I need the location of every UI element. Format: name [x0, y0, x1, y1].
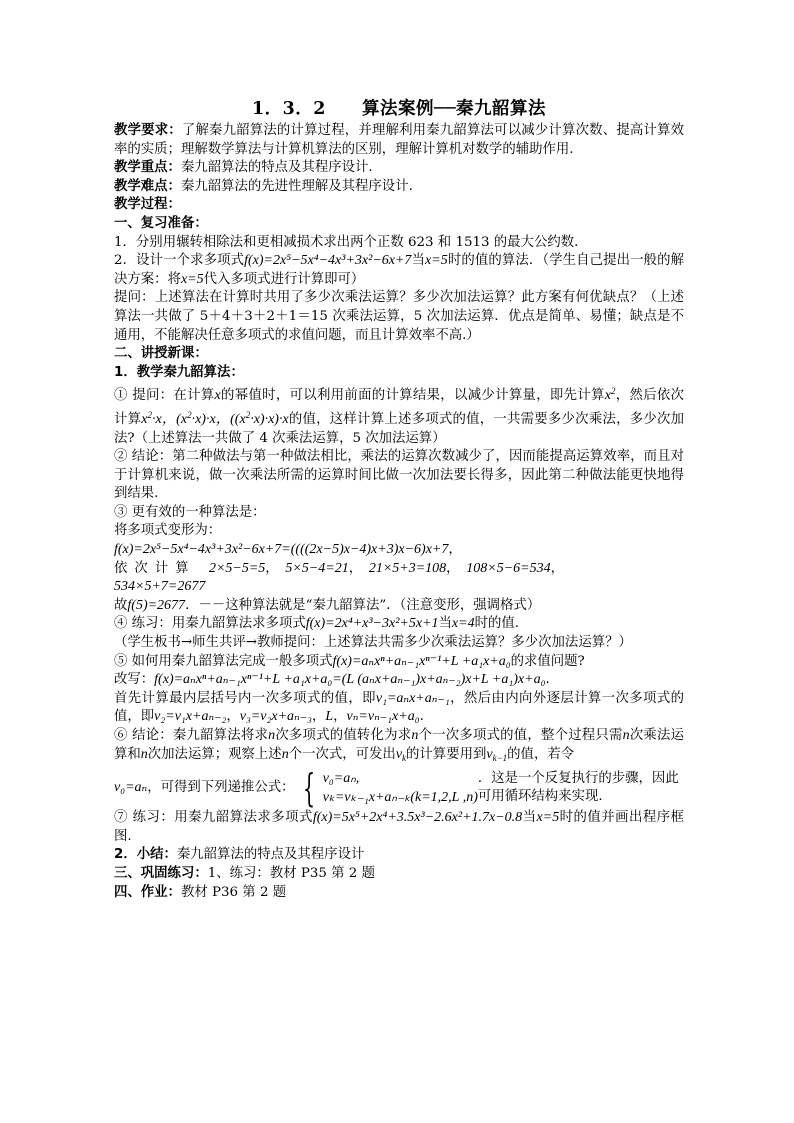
review-item-2 [114, 252, 684, 289]
rewrite-eq: f(x)=aₙxⁿ+aₙ₋₁xⁿ⁻¹+L +a₁x+a₀=(L (aₙx+aₙ₋₁)x+aₙ₋₂)x+L +a₁)x+a₀ [154, 672, 546, 688]
point-3-transform: 将多项式变形为： [114, 523, 222, 539]
vn-eq: vₙ=vₙ₋₁x+a₀ [346, 709, 420, 725]
req-text: 了解秦九韶算法的计算过程，并理解利用秦九韶算法可以减少计算次数、提高计算效率的实质；理解数学算法与计算机算法的区别，理解计算机对数学的辅助作用. [114, 123, 685, 157]
p8a: ④ 练习：用秦九韶算法求多项式 [114, 616, 306, 632]
x-value-2: x=4 [451, 616, 475, 632]
teaching-difficulties [114, 178, 684, 197]
homework-label: 四、作业： [114, 884, 181, 900]
p13a: ⑥ 结论：秦九韶算法将求 [114, 728, 269, 743]
req-label: 教学要求： [114, 123, 182, 138]
p7b: ．－－这种算法就是“秦九韶算法”．（注意变形，强调格式） [185, 597, 541, 613]
key-text: 秦九韶算法的特点及其程序设计. [180, 160, 373, 176]
v1-eq: v₁=aₙx+aₙ₋₁ [375, 690, 450, 706]
p13f: 个一次式，可发出 [288, 746, 396, 762]
subsection-qinjiushao: 1．教学秦九韶算法： [114, 364, 244, 380]
recurrence-line [114, 766, 684, 811]
v3-eq: v₃=v₂x+aₙ₋₃ [239, 709, 312, 725]
point-1 [114, 382, 684, 448]
p15a: ⑦ 练习：用秦九韶算法求多项式 [114, 810, 313, 826]
section-review: 一、复习准备： [114, 215, 208, 231]
horner-eq: f(x)=2x⁵−5x⁴−4x³+3x²−6x+7=((((2x−5)x−4)x+3)x−6)x+7 [114, 542, 449, 558]
p1c: ，然后依次计算 [114, 388, 684, 427]
r2a: 2．设计一个求多项式 [114, 253, 245, 269]
point-6: ⑥ 结论：秦九韶算法将求n次多项式的值转化为求n个一次多项式的值，整个过程只需n次乘法运算和n次加法运算；观察上述n个一次式，可发出$v_k$的计算要用到$v_{k-1}$的值，若令 [114, 728, 685, 763]
p11a: 改写： [114, 672, 155, 688]
p10a: ⑤ 如何用秦九韶算法完成一般多项式 [114, 653, 333, 669]
p15b: 当 [522, 810, 537, 826]
p14a: ，可得到下列递推公式： [147, 779, 295, 795]
p14b: ．这是一个反复执行的步骤，因此可用循环结构来实现. [477, 770, 679, 805]
r2b: 当 [411, 253, 426, 269]
p10b: 的求值问题? [510, 653, 585, 669]
practice-text: 1、练习：教材 P35 第 2 题 [207, 865, 375, 881]
ellipsis-L: L [325, 709, 334, 725]
result-line [114, 597, 684, 616]
expr-x2: $x^2$ [604, 386, 616, 404]
p13e: 次加法运算；观察上述 [147, 746, 282, 762]
p13b: 次多项式的值转化为求 [275, 728, 412, 743]
brace-icon: { [302, 766, 315, 811]
summary-text: 秦九韶算法的特点及其程序设计 [176, 847, 365, 863]
r2c: 时的值的算法．（学生自己提出一般的解决方案：将 [114, 253, 684, 287]
x-value-3: x=5 [536, 810, 560, 826]
step-d: 108×5−6=534 [466, 560, 551, 576]
point-5 [114, 653, 684, 672]
p13d: 次乘法运算和 [114, 728, 685, 762]
point-2: ② 结论：第二种做法与第一种做法相比，乘法的运算次数减少了，因而能提高运算效率，而且对于计算机来说，做一次乘法所需的运算时间比做一次加法要长得多，因此第二种做法能更快地得到结果. [114, 449, 684, 502]
p8b: 当 [438, 616, 452, 632]
step-b: 5×5−4=21 [285, 560, 349, 576]
r2d: 代入多项式进行计算即可） [203, 271, 365, 287]
sys-row-1: v₀=aₙ, [322, 771, 360, 787]
step-e: 534×5+7=2677 [114, 579, 206, 595]
step-c: 21×5+3=108 [368, 560, 447, 576]
poly-3: f(x)=5x⁵+2x⁴+3.5x³−2.6x²+1.7x−0.8 [312, 810, 523, 826]
poly-general: f(x)=aₙxⁿ+aₙ₋₁xⁿ⁻¹+L +a₁x+a₀ [332, 653, 511, 669]
p1a: ① 提问：在计算 [114, 388, 215, 404]
sys-row-2: vₖ=vₖ₋₁x+aₙ₋ₖ(k=1,2,L ,n) [322, 790, 478, 806]
p13h: 的值，若令 [507, 746, 575, 762]
key-label: 教学重点： [114, 160, 181, 176]
rewrite-line: 改写：f(x)=aₙxⁿ+aₙ₋₁xⁿ⁻¹+L +a₁x+a₀=(L (aₙx+aₙ₋₁)x+aₙ₋₂)x+L +a₁)x+a₀. [114, 672, 550, 688]
point-7 [114, 809, 684, 846]
var-x: x [214, 388, 221, 404]
p1b: 的幂值时，可以利用前面的计算结果，以减少计算量，即先计算 [220, 388, 605, 404]
recurrence-system [323, 769, 478, 807]
step-a: 2×5−5=5 [208, 560, 266, 576]
p13c: 个一次多项式的值，整个过程只需 [418, 728, 623, 743]
compute-steps: 依次计算 2×5−5=5， 5×5−4=21， 21×5+3=108， 108×5−6=534， 534×5+7=2677 [114, 560, 564, 595]
review-question: 提问：上述算法在计算时共用了多少次乘法运算？多少次加法运算？此方案有何优缺点？（上述算法一共做了 5＋4＋3＋2＋1＝15 次乘法运算，5 次加法运算．优点是简单、易懂；缺点是不通用，不能解决任意多项式的求值问题，而且计算效率不高.） [114, 290, 684, 343]
point-4-note: （学生板书→师生共评→教师提问：上述算法共需多少次乘法运算？多少次加法运算？） [114, 635, 632, 651]
process-label: 教学过程： [114, 197, 181, 213]
p15c: 时的值并画出程序框图. [114, 810, 685, 844]
homework-text: 教材 P36 第 2 题 [180, 884, 287, 900]
summary-label: 2．小结： [114, 847, 177, 863]
point-3: ③ 更有效的一种算法是： [114, 504, 266, 520]
section-homework [114, 884, 684, 903]
poly-1: f(x)=2x⁵−5x⁴−4x³+3x²−6x+7 [244, 253, 412, 269]
x-value-1b: x=5 [180, 271, 204, 287]
p1d: 的值，这样计算上述多项式的值，一共需要多少次乘法，多少次加法?（上述算法一共做了 4 次乘法运算，5 次加法运算） [114, 411, 684, 446]
summary [114, 846, 684, 865]
teaching-key-points [114, 159, 684, 178]
point-4 [114, 615, 684, 634]
page-title: 1．3．2 算法案例──秦九韶算法 [251, 99, 547, 119]
x-value-1: x=5 [425, 253, 448, 269]
practice-label: 三、巩固练习： [114, 865, 208, 881]
section-practice [114, 865, 684, 884]
expr-nested: $x^2\cdot x$，$(x^2\cdot x)\cdot x$，$((x^2\cdot x)\cdot x)\cdot x$ [141, 409, 289, 427]
poly-2: f(x)=2x⁴+x³−3x²+5x+1 [305, 616, 439, 632]
steps-label: 依次计算 [114, 560, 196, 576]
v0-eq: v₀=aₙ [114, 779, 148, 795]
section-new-lesson: 二、讲授新课： [114, 346, 208, 362]
result-eq: f(5)=2677 [127, 597, 186, 613]
teaching-requirements [114, 122, 684, 159]
inner-first: 首先计算最内层括号内一次多项式的值，即v₁=aₙx+aₙ₋₁，然后由内向外逐层计算一次多项式的值，即v₂=v₁x+aₙ₋₂，v₃=v₂x+aₙ₋₃，L，vₙ=vₙ₋₁x+a₀. [114, 690, 685, 725]
review-item-1: 1．分别用辗转相除法和更相减损术求出两个正数 623 和 1513 的最大公约数. [114, 234, 579, 250]
document-page [114, 98, 684, 902]
p12b: ，然后由内向外逐层计算一次多项式的值，即 [114, 690, 685, 725]
p13g: 的计算要用到 [406, 746, 487, 762]
p7a: 故 [114, 597, 128, 613]
diff-label: 教学难点： [114, 178, 181, 194]
v2-eq: v₂=v₁x+aₙ₋₂ [154, 709, 227, 725]
p12a: 首先计算最内层括号内一次多项式的值，即 [114, 690, 376, 706]
p8c: 时的值. [474, 616, 520, 632]
diff-text: 秦九韶算法的先进性理解及其程序设计. [180, 178, 413, 194]
horner-equation: f(x)=2x⁵−5x⁴−4x³+3x²−6x+7=((((2x−5)x−4)x+3)x−6)x+7， [114, 542, 462, 558]
